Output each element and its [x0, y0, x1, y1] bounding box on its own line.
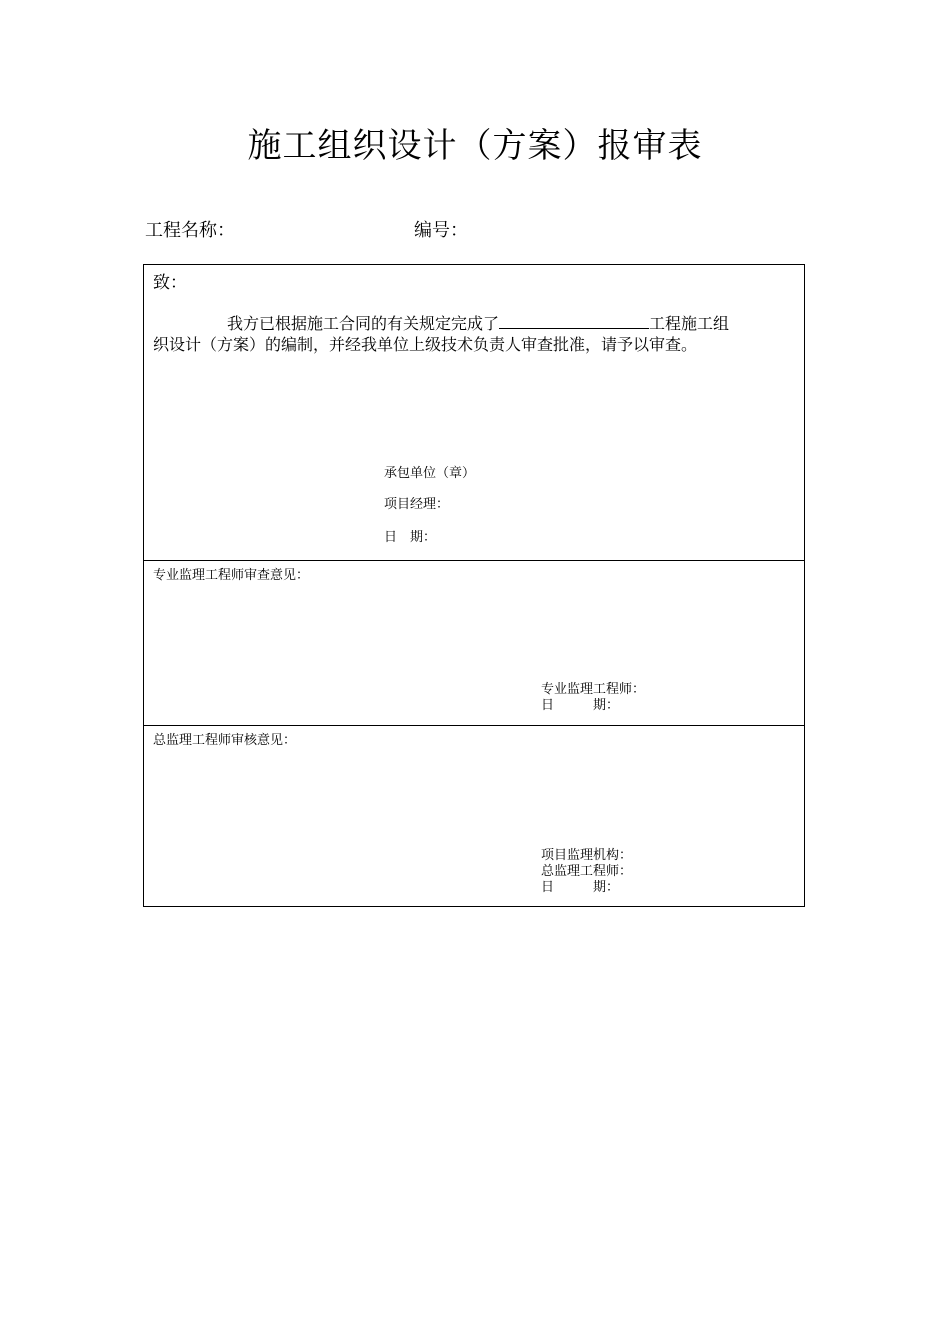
submission-date-label: 日 期： — [384, 530, 437, 545]
chief-engineer-label: 总监理工程师： — [541, 864, 633, 879]
submission-section — [144, 265, 804, 560]
submission-text-part-2: 工程施工组 — [649, 314, 730, 333]
submission-text-line-2: 织设计（方案）的编制，并经我单位上级技术负责人审查批准，请予以审查。 — [153, 335, 698, 354]
submission-text-part-1: 我方已根据施工合同的有关规定完成了 — [227, 314, 500, 333]
page-title: 施工组织设计（方案）报审表 — [247, 126, 703, 166]
submission-text-line-1 — [227, 311, 729, 334]
project-name-blank[interactable] — [499, 312, 649, 329]
project-manager-label: 项目经理： — [384, 497, 450, 512]
project-name-label: 工程名称： — [145, 220, 235, 241]
contractor-label: 承包单位（章） — [384, 466, 476, 481]
number-label: 编号： — [414, 220, 468, 241]
chief-date-label: 日 期： — [541, 880, 620, 895]
review-form-table — [143, 264, 805, 907]
supervision-organization-label: 项目监理机构： — [541, 848, 633, 863]
specialist-date-label: 日 期： — [541, 698, 620, 713]
chief-review-heading: 总监理工程师审核意见： — [153, 733, 297, 748]
specialist-engineer-label: 专业监理工程师： — [541, 682, 646, 697]
addressee-label: 致： — [153, 273, 187, 293]
specialist-review-section — [144, 560, 804, 725]
chief-review-section — [144, 725, 804, 906]
specialist-review-heading: 专业监理工程师审查意见： — [153, 568, 310, 583]
